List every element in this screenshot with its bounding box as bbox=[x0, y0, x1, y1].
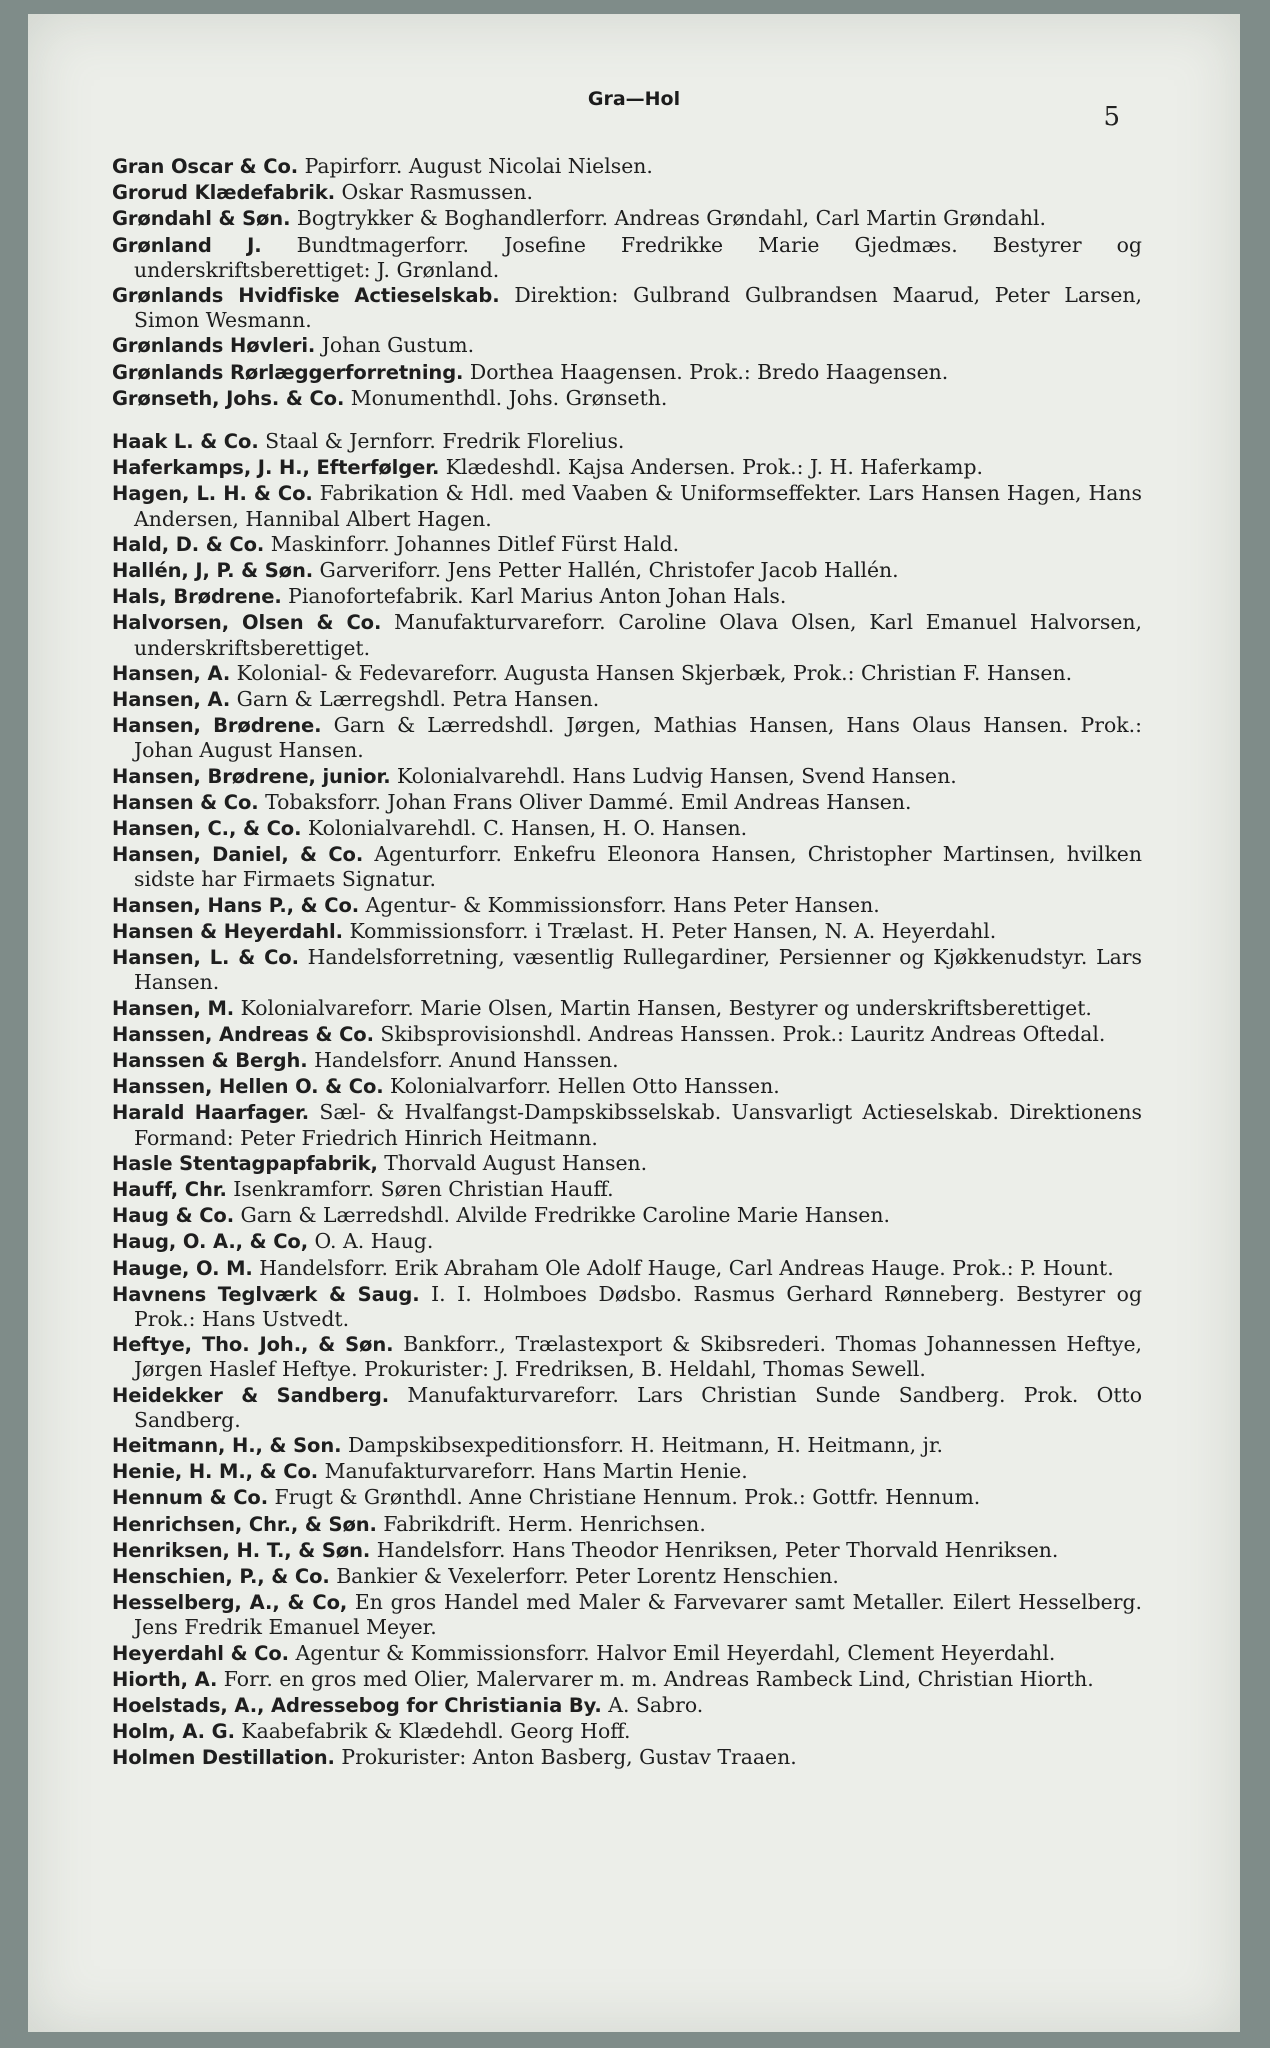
directory-entry bbox=[112, 893, 1142, 918]
directory-entry bbox=[112, 429, 1142, 454]
firm-name: Gran Oscar & Co. bbox=[112, 155, 299, 178]
firm-details: Handelsforretning, væsentlig Rullegardiner, Persienner og Kjøkkenudstyr. Lars Hansen. bbox=[134, 945, 1143, 995]
firm-name: Hals, Brødrene. bbox=[112, 585, 282, 609]
directory-entry bbox=[112, 764, 1142, 789]
directory-entry bbox=[112, 1048, 1142, 1073]
firm-details: Sæl- & Hvalfangst-Dampskibsselskab. Uansvarligt Actieselskab. Direktionens Formand: Peter Friedrich Hinrich Heitmann. bbox=[134, 1100, 1143, 1150]
firm-details: Fabrikation & Hdl. med Vaaben & Uniformseffekter. Lars Hansen Hagen, Hans Andersen, Hannibal Albert Hagen. bbox=[134, 481, 1142, 531]
firm-details: Johan Gustum. bbox=[321, 333, 475, 358]
directory-entry bbox=[112, 1229, 1142, 1254]
page-number: 5 bbox=[1103, 102, 1120, 132]
firm-name: Hald, D. & Co. bbox=[112, 532, 265, 556]
firm-details: En gros Handel med Maler & Farvevarer samt Metaller. Eilert Hesselberg. Jens Fredrik Emanuel Meyer. bbox=[134, 1590, 1142, 1640]
firm-details: Manufakturvareforr. Caroline Olava Olsen, Karl Emanuel Halvorsen, underskriftsberettiget. bbox=[134, 610, 1143, 660]
firm-name: Haug, O. A., & Co, bbox=[112, 1230, 309, 1254]
firm-name: Grønseth, Johs. & Co. bbox=[112, 386, 345, 410]
firm-details: A. Sabro. bbox=[608, 1692, 704, 1717]
directory-entry bbox=[112, 1177, 1142, 1202]
firm-details: Monumenthdl. Johs. Grønseth. bbox=[350, 385, 668, 410]
directory-entry bbox=[112, 945, 1142, 994]
firm-details: Garn & Lærredshdl. Jørgen, Mathias Hansen, Hans Olaus Hansen. Prok.: Johan August Hansen. bbox=[134, 713, 1143, 763]
firm-name: Hansen, Brødrene. bbox=[112, 714, 322, 738]
firm-details: Kolonialvarforr. Hellen Otto Hanssen. bbox=[390, 1074, 780, 1099]
directory-entry bbox=[112, 1282, 1142, 1331]
directory-entry bbox=[112, 996, 1142, 1021]
directory-entry bbox=[112, 1538, 1142, 1563]
firm-name: Hallén, J, P. & Søn. bbox=[112, 559, 314, 583]
firm-name: Holmen Destillation. bbox=[112, 1746, 335, 1770]
directory-entry bbox=[112, 154, 1142, 179]
directory-entry bbox=[112, 842, 1142, 891]
firm-details: Kolonial- & Fedevareforr. Augusta Hansen Skjerbæk, Prok.: Christian F. Hansen. bbox=[236, 660, 1073, 685]
firm-details: Handelsforr. Hans Theodor Henriksen, Peter Thorvald Henriksen. bbox=[376, 1537, 1059, 1562]
firm-details: Forr. en gros med Olier, Malervarer m. m. Andreas Rambeck Lind, Christian Hiorth. bbox=[223, 1666, 1094, 1691]
firm-details: Kommissionsforr. i Trælast. H. Peter Hansen, N. A. Heyerdahl. bbox=[349, 918, 997, 943]
firm-name: Havnens Teglværk & Saug. bbox=[112, 1282, 420, 1306]
firm-name: Hansen & Heyerdahl. bbox=[112, 919, 343, 943]
firm-name: Hoelstads, A., Adressebog for Christiania By. bbox=[112, 1693, 602, 1717]
firm-details: Tobaksforr. Johan Frans Oliver Dammé. Emil Andreas Hansen. bbox=[265, 789, 912, 814]
directory-entry bbox=[112, 713, 1142, 762]
firm-name: Hasle Stentagpapfabrik, bbox=[112, 1151, 378, 1175]
directory-entry bbox=[112, 687, 1142, 712]
firm-details: Agentur & Kommissionsforr. Halvor Emil Heyerdahl, Clement Heyerdahl. bbox=[295, 1640, 1056, 1665]
firm-name: Henschien, P., & Co. bbox=[112, 1564, 330, 1588]
firm-details: Pianofortefabrik. Karl Marius Anton Johan Hals. bbox=[288, 584, 787, 609]
firm-name: Hesselberg, A., & Co, bbox=[112, 1591, 348, 1615]
firm-name: Holm, A. G. bbox=[112, 1720, 235, 1744]
firm-details: Garn & Lærredshdl. Alvilde Fredrikke Caroline Marie Hansen. bbox=[240, 1203, 890, 1228]
directory-entry bbox=[112, 481, 1142, 530]
firm-details: Kaabefabrik & Klædehdl. Georg Hoff. bbox=[241, 1719, 631, 1744]
firm-details: Garn & Lærregshdl. Petra Hansen. bbox=[236, 687, 600, 712]
firm-name: Heidekker & Sandberg. bbox=[112, 1383, 389, 1407]
directory-entry bbox=[112, 661, 1142, 686]
firm-details: Direktion: Gulbrand Gulbrandsen Maarud, Peter Larsen, Simon Wesmann. bbox=[134, 283, 1142, 333]
firm-name: Hansen, A. bbox=[112, 661, 231, 685]
firm-name: Hagen, L. H. & Co. bbox=[112, 482, 313, 506]
firm-name: Hansen, M. bbox=[112, 996, 235, 1020]
firm-details: Prokurister: Anton Basberg, Gustav Traaen. bbox=[341, 1745, 797, 1770]
directory-entry bbox=[112, 1641, 1142, 1666]
directory-entry bbox=[112, 360, 1142, 385]
firm-details: Dampskibsexpeditionsforr. H. Heitmann, H. Heitmann, jr. bbox=[347, 1432, 943, 1457]
directory-entry bbox=[112, 455, 1142, 480]
directory-entry bbox=[112, 206, 1142, 231]
firm-details: Agenturforr. Enkefru Eleonora Hansen, Christopher Martinsen, hvilken sidste har Firmaets Signatur. bbox=[134, 842, 1142, 892]
directory-entry bbox=[112, 1433, 1142, 1458]
firm-details: Bankforr., Trælastexport & Skibsrederi. Thomas Johannessen Heftye, Jørgen Haslef Heftye. Prokurister: J. Fredriksen, B. Heldahl, Thomas Sewell. bbox=[134, 1332, 1142, 1382]
firm-details: Dorthea Haagensen. Prok.: Bredo Haagensen. bbox=[469, 359, 949, 384]
directory-entry bbox=[112, 1590, 1142, 1639]
directory-entry bbox=[112, 1074, 1142, 1099]
firm-details: Fabrikdrift. Herm. Henrichsen. bbox=[383, 1511, 706, 1536]
directory-entry bbox=[112, 233, 1142, 282]
firm-name: Heitmann, H., & Son. bbox=[112, 1433, 342, 1457]
directory-entry bbox=[112, 584, 1142, 609]
firm-details: Oskar Rasmussen. bbox=[341, 180, 533, 205]
directory-entry bbox=[112, 919, 1142, 944]
firm-name: Hansen, Hans P., & Co. bbox=[112, 893, 360, 917]
directory-entry bbox=[112, 1459, 1142, 1484]
directory-entry bbox=[112, 1256, 1142, 1281]
running-header: Gra—Hol bbox=[587, 88, 681, 110]
directory-entry bbox=[112, 1151, 1142, 1176]
firm-details: Bankier & Vexelerforr. Peter Lorentz Henschien. bbox=[336, 1563, 839, 1588]
firm-name: Halvorsen, Olsen & Co. bbox=[112, 611, 382, 635]
firm-name: Haak L. & Co. bbox=[112, 430, 259, 454]
directory-entry bbox=[112, 790, 1142, 815]
directory-entries bbox=[112, 154, 1142, 1772]
firm-name: Haug & Co. bbox=[112, 1204, 235, 1228]
firm-name: Hanssen, Hellen O. & Co. bbox=[112, 1075, 384, 1099]
directory-entry bbox=[112, 386, 1142, 411]
firm-name: Hiorth, A. bbox=[112, 1667, 218, 1691]
firm-name: Hansen, A. bbox=[112, 688, 231, 712]
firm-name: Heftye, Tho. Joh., & Søn. bbox=[112, 1333, 394, 1357]
firm-name: Grøndahl & Søn. bbox=[112, 207, 291, 231]
firm-details: O. A. Haug. bbox=[314, 1229, 434, 1254]
firm-details: I. I. Holmboes Dødsbo. Rasmus Gerhard Rønneberg. Bestyrer og Prok.: Hans Ustvedt. bbox=[134, 1281, 1142, 1331]
firm-details: Kolonialvarehdl. C. Hansen, H. O. Hansen. bbox=[307, 816, 748, 841]
directory-entry bbox=[112, 1203, 1142, 1228]
directory-entry bbox=[112, 1693, 1142, 1718]
firm-details: Bogtrykker & Boghandlerforr. Andreas Grøndahl, Carl Martin Grøndahl. bbox=[296, 206, 1046, 231]
firm-name: Grønlands Rørlæggerforretning. bbox=[112, 360, 464, 384]
directory-entry bbox=[112, 1564, 1142, 1589]
directory-entry bbox=[112, 333, 1142, 358]
firm-details: Papirforr. August Nicolai Nielsen. bbox=[304, 154, 653, 178]
directory-entry bbox=[112, 558, 1142, 583]
firm-details: Maskinforr. Johannes Ditlef Fürst Hald. bbox=[270, 531, 680, 556]
firm-details: Skibsprovisionshdl. Andreas Hanssen. Prok.: Lauritz Andreas Oftedal. bbox=[380, 1021, 1106, 1046]
firm-name: Grønlands Høvleri. bbox=[112, 334, 316, 358]
firm-details: Staal & Jernforr. Fredrik Florelius. bbox=[265, 429, 625, 454]
firm-name: Henriksen, H. T., & Søn. bbox=[112, 1538, 371, 1562]
firm-details: Klædeshdl. Kajsa Andersen. Prok.: J. H. Haferkamp. bbox=[445, 455, 983, 480]
firm-name: Hansen, Daniel, & Co. bbox=[112, 843, 364, 867]
firm-details: Bundtmagerforr. Josefine Fredrikke Marie Gjedmæs. Bestyrer og underskriftsberettiget: J. Grønland. bbox=[134, 232, 1142, 282]
firm-details: Garveriforr. Jens Petter Hallén, Christofer Jacob Hallén. bbox=[319, 558, 899, 583]
document-page bbox=[28, 14, 1240, 2032]
directory-entry bbox=[112, 1512, 1142, 1537]
firm-name: Hansen & Co. bbox=[112, 790, 259, 814]
directory-entry bbox=[112, 1485, 1142, 1510]
directory-entry bbox=[112, 1383, 1142, 1432]
firm-details: Kolonialvarehdl. Hans Ludvig Hansen, Svend Hansen. bbox=[397, 763, 957, 788]
directory-entry bbox=[112, 1667, 1142, 1692]
firm-name: Hansen, L. & Co. bbox=[112, 946, 299, 970]
firm-name: Hauff, Chr. bbox=[112, 1177, 227, 1201]
firm-details: Manufakturvareforr. Hans Martin Henie. bbox=[324, 1459, 748, 1484]
directory-entry bbox=[112, 532, 1142, 557]
firm-details: Handelsforr. Anund Hanssen. bbox=[314, 1047, 619, 1072]
firm-name: Hennum & Co. bbox=[112, 1486, 269, 1510]
firm-name: Henie, H. M., & Co. bbox=[112, 1460, 319, 1484]
firm-name: Henrichsen, Chr., & Søn. bbox=[112, 1512, 377, 1536]
firm-details: Handelsforr. Erik Abraham Ole Adolf Hauge, Carl Andreas Hauge. Prok.: P. Hount. bbox=[259, 1255, 1114, 1280]
firm-name: Hansen, C., & Co. bbox=[112, 817, 302, 841]
directory-entry bbox=[112, 1719, 1142, 1744]
directory-entry bbox=[112, 610, 1142, 659]
firm-details: Frugt & Grønthdl. Anne Christiane Hennum. Prok.: Gottfr. Hennum. bbox=[274, 1485, 981, 1510]
firm-details: Manufakturvareforr. Lars Christian Sunde Sandberg. Prok. Otto Sandberg. bbox=[134, 1382, 1142, 1432]
firm-details: Agentur- & Kommissionsforr. Hans Peter Hansen. bbox=[365, 892, 880, 917]
firm-name: Grorud Klædefabrik. bbox=[112, 181, 336, 205]
firm-name: Hansen, Brødrene, junior. bbox=[112, 764, 391, 788]
firm-name: Grønlands Hvidfiske Actieselskab. bbox=[112, 284, 500, 308]
firm-name: Haferkamps, J. H., Efterfølger. bbox=[112, 456, 440, 480]
firm-name: Harald Haarfager. bbox=[112, 1101, 310, 1125]
directory-entry bbox=[112, 1100, 1142, 1149]
firm-details: Isenkramforr. Søren Christian Hauff. bbox=[233, 1176, 614, 1201]
directory-entry bbox=[112, 283, 1142, 332]
firm-name: Heyerdahl & Co. bbox=[112, 1641, 289, 1665]
firm-name: Grønland J. bbox=[112, 233, 262, 257]
directory-entry bbox=[112, 1332, 1142, 1381]
firm-name: Hauge, O. M. bbox=[112, 1256, 253, 1280]
directory-entry bbox=[112, 180, 1142, 205]
firm-details: Kolonialvareforr. Marie Olsen, Martin Hansen, Bestyrer og underskriftsberettiget. bbox=[240, 995, 1092, 1020]
directory-entry bbox=[112, 1022, 1142, 1047]
firm-name: Hanssen, Andreas & Co. bbox=[112, 1022, 374, 1046]
directory-entry bbox=[112, 1745, 1142, 1770]
firm-details: Thorvald August Hansen. bbox=[384, 1150, 648, 1175]
directory-entry bbox=[112, 816, 1142, 841]
firm-name: Hanssen & Bergh. bbox=[112, 1048, 308, 1072]
